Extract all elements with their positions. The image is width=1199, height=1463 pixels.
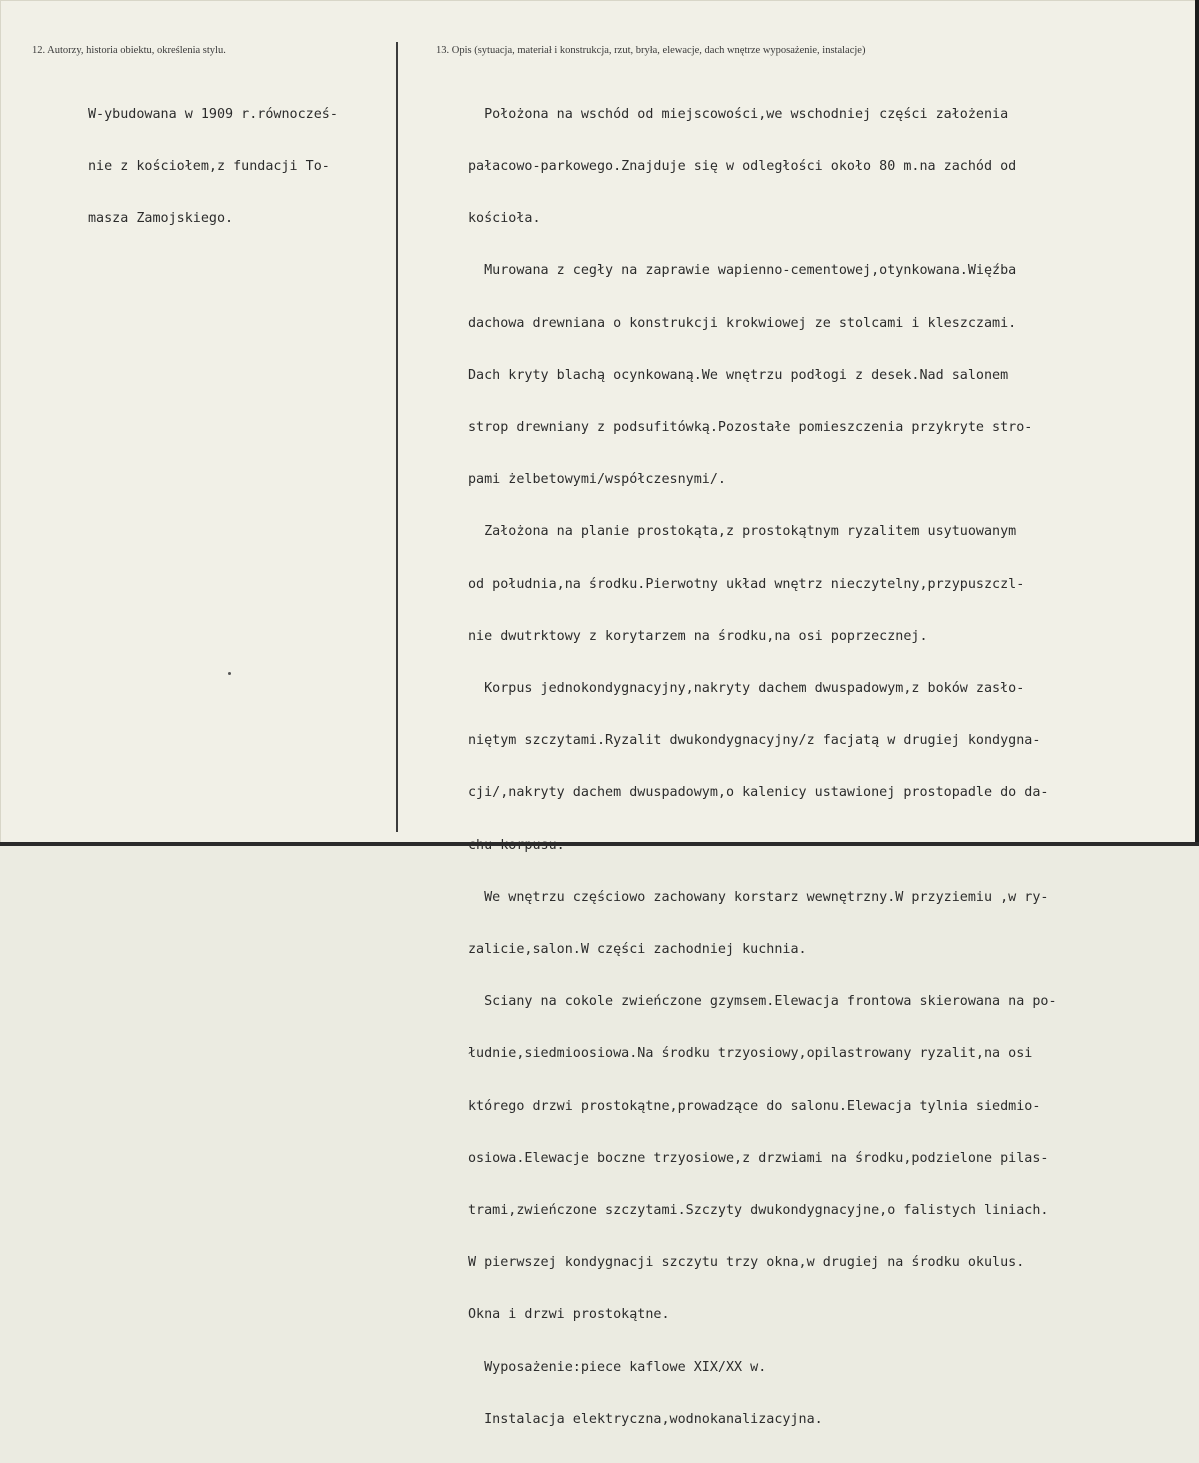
- section-12-text: [88, 71, 338, 262]
- text-line: kościoła.: [468, 211, 541, 227]
- text-line: strop drewniany z podsufitówką.Pozostałe pomieszczenia przykryte stro-: [468, 420, 1033, 436]
- text-line: cji/,nakryty dachem dwuspadowym,o kalenicy ustawionej prostopadle do da-: [468, 785, 1049, 801]
- text-line: Dach kryty blachą ocynkowaną.We wnętrzu podłogi z desek.Nad salonem: [468, 367, 1009, 383]
- scan-edge-bottom: [0, 842, 1199, 846]
- text-line: niętym szczytami.Ryzalit dwukondygnacyjny/z facjatą w drugiej kondygna-: [468, 733, 1041, 749]
- text-line: od południa,na środku.Pierwotny układ wnętrz nieczytelny,przypuszczl-: [468, 576, 1025, 592]
- text-line: trami,zwieńczone szczytami.Szczyty dwukondygnacyjne,o falistych liniach.: [468, 1203, 1049, 1219]
- text-line: łudnie,siedmioosiowa.Na środku trzyosiowy,opilastrowany ryzalit,na osi: [468, 1046, 1033, 1062]
- text-line: Instalacja elektryczna,wodnokanalizacyjna.: [468, 1411, 823, 1427]
- text-line: Założona na planie prostokąta,z prostokątnym ryzalitem usytuowanym: [468, 524, 1017, 540]
- text-line: pami żelbetowymi/współczesnymi/.: [468, 472, 726, 488]
- text-line: Wyposażenie:piece kaflowe XIX/XX w.: [468, 1359, 767, 1375]
- scan-edge-right: [1195, 0, 1199, 846]
- text-line: W-ybudowana w 1909 r.równocześ-: [88, 106, 338, 122]
- text-line: Położona na wschód od miejscowości,we wschodniej części założenia: [468, 106, 1009, 122]
- text-line: We wnętrzu częściowo zachowany korstarz wewnętrzny.W przyziemiu ,w ry-: [468, 889, 1049, 905]
- text-line: masza Zamojskiego.: [88, 211, 234, 227]
- text-line: pałacowo-parkowego.Znajduje się w odległości około 80 m.na zachód od: [468, 159, 1017, 175]
- text-line: Korpus jednokondygnacyjny,nakryty dachem dwuspadowym,z boków zasło-: [468, 681, 1025, 697]
- text-line: nie dwutrktowy z korytarzem na środku,na osi poprzecznej.: [468, 628, 928, 644]
- column-divider: [396, 42, 398, 832]
- text-line: W pierwszej kondygnacji szczytu trzy okna,w drugiej na środku okulus.: [468, 1255, 1025, 1271]
- paper-speck: [228, 672, 231, 675]
- text-line: nie z kościołem,z fundacji To-: [88, 159, 330, 175]
- text-line: dachowa drewniana o konstrukcji krokwiowej ze stolcami i kleszczami.: [468, 315, 1017, 331]
- section-13-text: [468, 71, 1057, 1463]
- text-line: Sciany na cokole zwieńczone gzymsem.Elewacja frontowa skierowana na po-: [468, 994, 1057, 1010]
- text-line: którego drzwi prostokątne,prowadzące do salonu.Elewacja tylnia siedmio-: [468, 1098, 1041, 1114]
- text-line: zalicie,salon.W części zachodniej kuchnia.: [468, 942, 807, 958]
- section-12-heading: 12. Autorzy, historia obiektu, określenia stylu.: [32, 45, 226, 56]
- section-13-heading: 13. Opis (sytuacja, materiał i konstrukcja, rzut, bryła, elewacje, dach wnętrze wyposażenie, instalacje): [436, 45, 866, 56]
- text-line: Murowana z cegły na zaprawie wapienno-cementowej,otynkowana.Więźba: [468, 263, 1017, 279]
- text-line: Okna i drzwi prostokątne.: [468, 1307, 670, 1323]
- text-line: osiowa.Elewacje boczne trzyosiowe,z drzwiami na środku,podzielone pilas-: [468, 1150, 1049, 1166]
